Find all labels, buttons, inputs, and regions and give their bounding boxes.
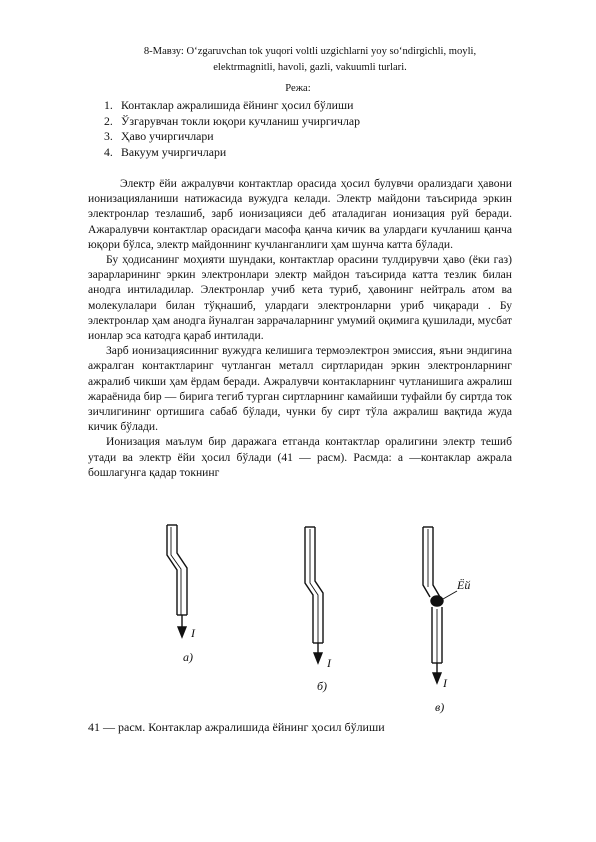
diagram-a [167,525,196,664]
plan-item-number: 1. [104,98,113,112]
paragraph: Электр ёйи ажралувчи контактлар орасида ҳосил булувчи орализдаги ҳавони ионизацияланиши натижасида вужудга келади. Электр майдони таъсирида эркин электронлар тезлашиб, зарб ионизацияси деб аталадиган ионизация руй беради. Ажаралувчи контактлар орасидаги масофа қанча кичик ва улардаги кучланиш қанча юқори бўлса, электр майдоннинг кучланганлиги ҳам шунча катта бўлади. [88,177,512,251]
title-line-2: elektrmagnitli, havoli, gazli, vakuumli turlari. [213,62,407,73]
plan-item-text: Контаклар ажралишида ёйнинг ҳосил бўлиши [121,98,354,112]
plan-item-text: Ўзгарувчан токли юқори кучланиш учиргичлар [121,113,360,128]
current-arrow-icon [433,673,441,683]
current-arrow-icon [178,627,186,637]
current-label: I [191,626,195,640]
current-label: I [327,656,331,670]
figure-caption: 41 — расм. Контаклар ажралишида ёйнинг ҳосил бўлиши [88,720,385,734]
plan-item-number: 2. [104,113,113,128]
plan-item [104,129,360,145]
plan-item [104,114,360,130]
label-b: б) [317,679,328,693]
arc-label: Ёй [457,578,471,592]
contact-arc-figure [145,515,485,730]
paragraph: Бу ҳодисанинг моҳияти шундаки, контактлар орасини тулдирувчи ҳаво (ёки газ) зарарларининг эркин электронлари электр майдон таъсирида катта тезлик билан анодга интиладилар. Электронлар учиб кета туриб, ҳавонинг нейтраль атом ва молекулалари билан тўқнашиб, улардаги электронларни уриб чиқаради . Бу электронлар ҳам анодга йуналган заррачаларнинг умумий оқимига қушилади, мусбат ионлар эса катодга қараб интилади. [88,253,512,343]
body-text [88,176,512,480]
plan-item-text: Ҳаво учиргичлари [121,129,214,143]
label-a: a) [183,650,193,664]
paragraph: Зарб ионизациясинниг вужудга келишига термоэлектрон эмиссия, яъни эндигина ажралган контактларинг чутланган металл сиртларидан эркин электронларнинг ажралиб чикши ҳам ёрдам беради. Ажралувчи контакларнинг чутланишига ажралиш жараёнида бир — бирига тегиб турган сиртларнинг камайиши туфайли бу сиртда ток зичлигининг ортишига сабаб бўлади, чунки бу сирт тўла ажралиш вақтида жуда кичик бўлади. [88,344,512,434]
plan-item-number: 3. [104,129,113,143]
arc-pointer [443,591,457,599]
plan-item [104,98,360,114]
diagram-b [305,527,332,693]
label-c: в) [435,700,445,714]
title-line-1: 8-Мавзу: O‘zgaruvchan tok yuqori voltli uzgichlarni yoy so‘ndirgichli, moyli, [143,46,477,57]
current-arrow-icon [314,653,322,663]
plan-item-text: Вакуум учиргичлари [121,144,227,159]
current-label: I [443,676,447,690]
plan-item [104,145,360,161]
diagram-c [423,527,470,714]
plan-item-number: 4. [104,144,113,159]
arc-spot-icon [431,596,443,606]
plan-list [104,98,360,160]
lecture-title [130,44,490,76]
plan-heading: Режа: [285,83,311,94]
paragraph: Ионизация маълум бир даражага етганда контактлар оралигини электр тешиб утади ва электр ёйи ҳосил бўлади (41 — расм). Расмда: а —контаклар ажрала бошлагунга қадар токнинг [88,435,512,479]
